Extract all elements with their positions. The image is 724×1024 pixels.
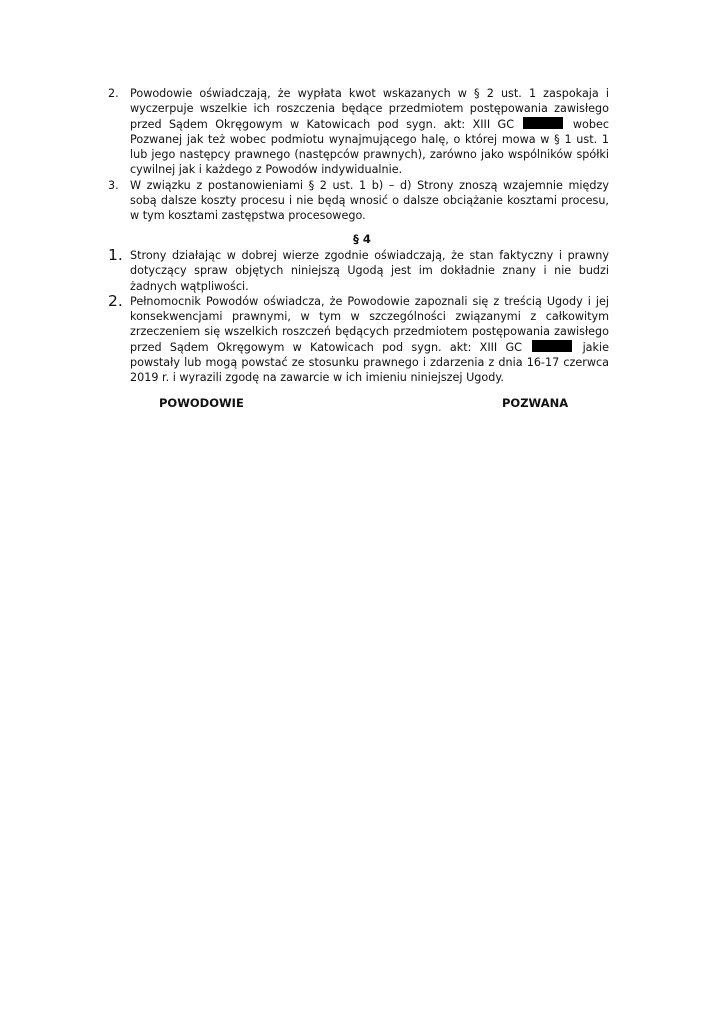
item-number: 3. [108,178,119,192]
item-text-part: Powodowie oświadczają, że wypłata kwot wskazanych w § 2 ust. 1 zaspokaja i wyczerpuje wszelkie ich roszczenia będące przedmiotem postępowania zawisłego przed Sądem Okręgowym w Katowicach pod sygn. akt: XIII GC [130,87,609,131]
list-item [108,291,610,386]
list-item [108,86,609,178]
list-item [108,178,609,224]
item-text-part: Pełnomocnik Powodów oświadcza, że Powodowie zapoznali się z treścią Ugody i jej konsekwencjami prawnymi, w tym w szczególności związanymi z całkowitym zrzeczeniem się wszelkich roszczeń będących przedmiotem postępowania zawisłego przed Sądem Okręgowym w Katowicach pod sygn. akt: XIII GC [130,294,609,354]
section-heading: § 4 [353,232,371,246]
item-text [130,294,609,386]
item-number: 2. [108,87,119,100]
item-text: Strony działając w dobrej wierze zgodnie oświadczają, że stan faktyczny i prawny dotyczący spraw objętych niniejszą Ugodą jest im dokładnie znany i nie budzi żadnych wątpliwości. [130,249,609,293]
section-3-list [108,86,609,224]
item-text-part: jakie powstały lub mogą powstać ze stosunku prawnego i zdarzenia z dnia 16-17 czerwca 2019 r. i wyrazili zgodę na zawarcie w ich imieniu niniejszej Ugody. [130,340,610,385]
signature-label-plaintiffs: POWODOWIE [159,396,244,410]
item-number: 1. [108,246,123,264]
section-4-list [108,248,609,386]
redaction-box [523,117,563,129]
item-number: 2. [108,291,123,310]
item-text [130,86,609,178]
signature-label-defendant: POZWANA [502,396,569,410]
item-text: W związku z postanowieniami § 2 ust. 1 b) – d) Strony znoszą wzajemnie między sobą dalsze koszty procesu i nie będą wnosić o dalsze obciążanie kosztami procesu, w tym kosztami zastępstwa procesowego. [130,178,609,223]
redaction-box [532,340,572,352]
item-text-part: wobec Pozwanej jak też wobec podmiotu wynajmującego halę, o której mowa w § 1 ust. 1 lub jego następcy prawnego (następców prawnych), zarówno jako wspólników spółki cywilnej jak i każdego z Powodów indywidualnie. [130,117,609,177]
list-item [108,248,609,294]
